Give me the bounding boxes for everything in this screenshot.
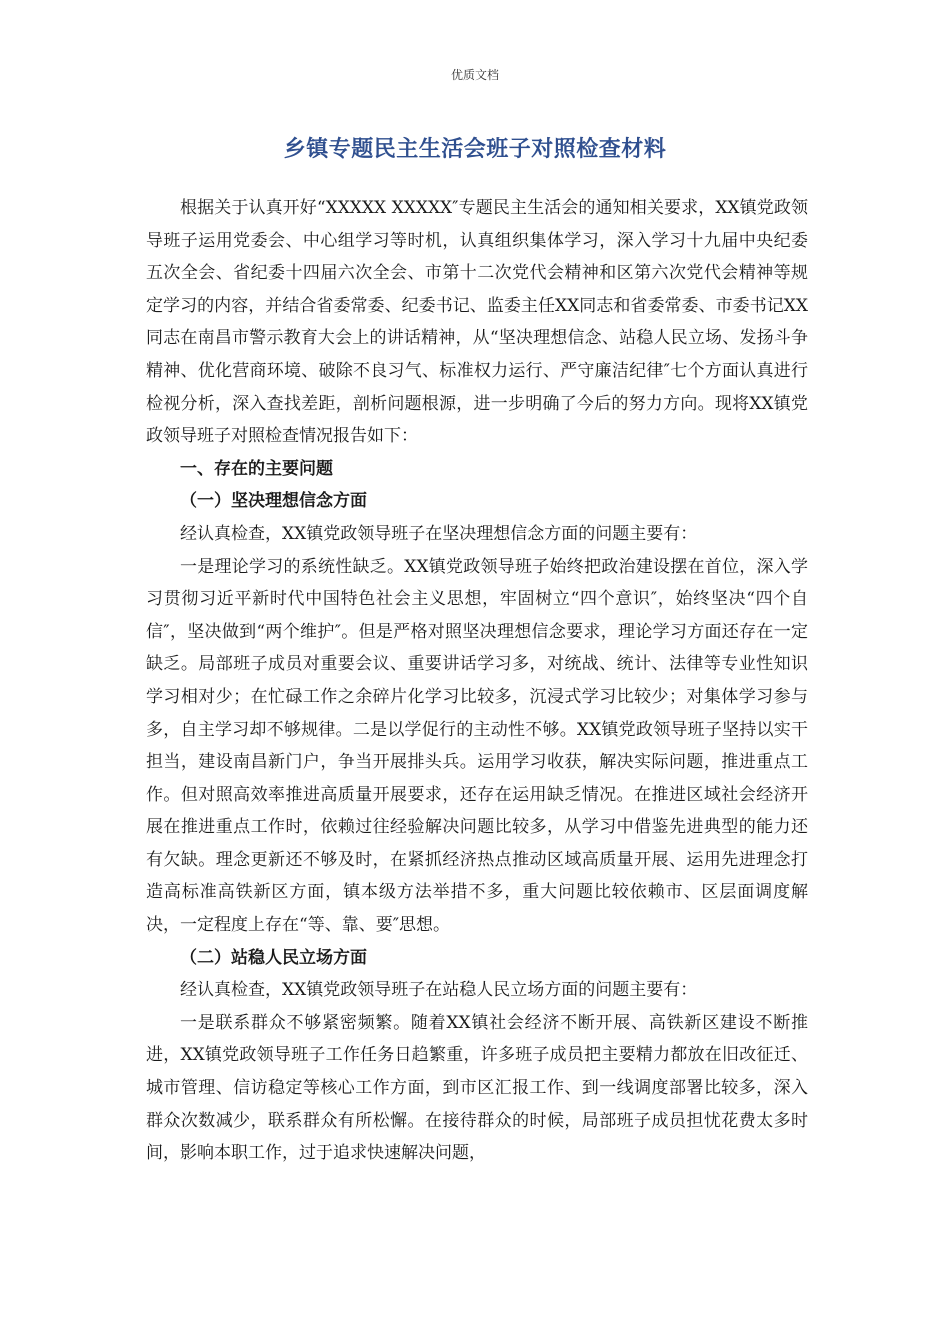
header-label: 优质文档	[450, 68, 499, 82]
subsection-heading-2: （二）站稳人民立场方面	[180, 947, 367, 968]
document-body	[146, 192, 808, 1170]
subsection-2-point-1: 一是联系群众不够紧密频繁。随着XX镇社会经济不断开展、高铁新区建设不断推进，XX镇党政领导班子工作任务日趋繁重，许多班子成员把主要精力都放在旧改征迁、城市管理、信访稳定等核心工作方面，到市区汇报工作、到一线调度部署比较多，深入群众次数减少，联系群众有所松懈。在接待群众的时候，局部班子成员担忧花费太多时间，影响本职工作，过于追求快速解决问题，	[146, 1012, 808, 1164]
intro-paragraph: 根据关于认真开好“XXXXX XXXXX″专题民主生活会的通知相关要求，XX镇党政领导班子运用党委会、中心组学习等时机，认真组织集体学习，深入学习十九届中央纪委五次全会、省纪委十四届六次全会、市第十二次党代会精神和区第六次党代会精神等规定学习的内容，并结合省委常委、纪委书记、监委主任XX同志和省委常委、市委书记XX同志在南昌市警示教育大会上的讲话精神，从“坚决理想信念、站稳人民立场、发扬斗争精神、优化营商环境、破除不良习气、标准权力运行、严守廉洁纪律″七个方面认真进行检视分析，深入查找差距，剖析问题根源，进一步明确了今后的努力方向。现将XX镇党政领导班子对照检查情况报告如下：	[146, 198, 808, 447]
document-title: 乡镇专题民主生活会班子对照检查材料	[283, 137, 667, 162]
subsection-1-lead: 经认真检查，XX镇党政领导班子在坚决理想信念方面的问题主要有：	[180, 523, 698, 544]
subsection-1-point-1: 一是理论学习的系统性缺乏。XX镇党政领导班子始终把政治建设摆在首位，深入学习贯彻习近平新时代中国特色社会主义思想，牢固树立“四个意识″，始终坚决“四个自信″，坚决做到“两个维护″。但是严格对照坚决理想信念要求，理论学习方面还存在一定缺乏。局部班子成员对重要会议、重要讲话学习多，对统战、统计、法律等专业性知识学习相对少；在忙碌工作之余碎片化学习比较多，沉浸式学习比较少；对集体学习参与多，自主学习却不够规律。二是以学促行的主动性不够。XX镇党政领导班子坚持以实干担当，建设南昌新门户，争当开展排头兵。运用学习收获，解决实际问题，推进重点工作。但对照高效率推进高质量开展要求，还存在运用缺乏情况。在推进区域社会经济开展在推进重点工作时，依赖过往经验解决问题比较多，从学习中借鉴先进典型的能力还有欠缺。理念更新还不够及时，在紧抓经济热点推动区域高质量开展、运用先进理念打造高标准高铁新区方面，镇本级方法举措不多，重大问题比较依赖市、区层面调度解决，一定程度上存在“等、靠、要″思想。	[146, 556, 808, 936]
section-heading-1: 一、存在的主要问题	[180, 458, 333, 479]
subsection-heading-1: （一）坚决理想信念方面	[180, 491, 367, 512]
subsection-2-lead: 经认真检查，XX镇党政领导班子在站稳人民立场方面的问题主要有：	[180, 980, 698, 1001]
